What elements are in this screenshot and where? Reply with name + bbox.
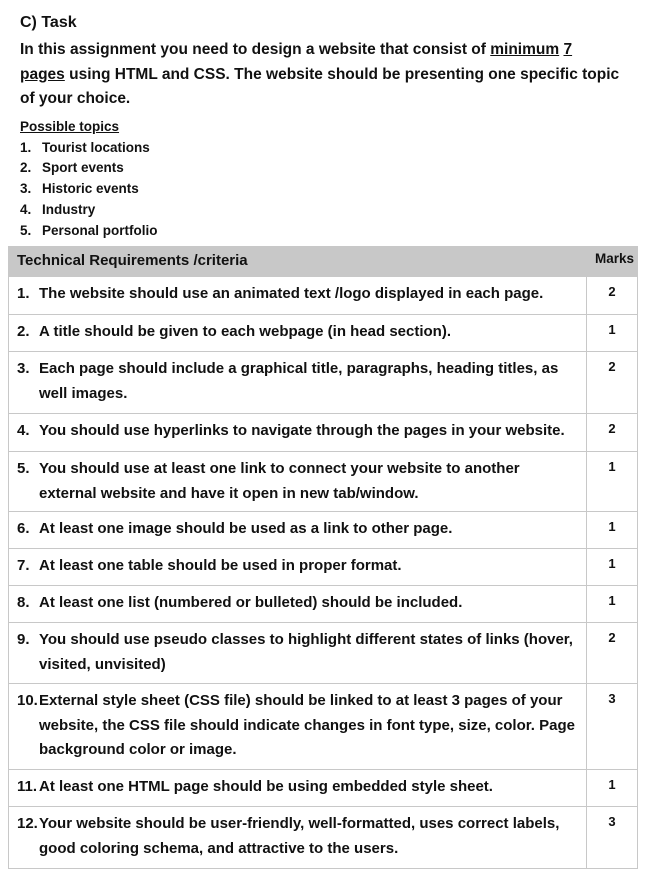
criterion-number: 1. <box>17 285 30 302</box>
criterion-marks: 1 <box>587 549 638 586</box>
intro-part2: using HTML and CSS. The website should be presenting one specific topic of your choice. <box>20 65 620 107</box>
criterion-text: Your website should be user-friendly, well-formatted, uses correct labels, good coloring schema, and attractive to the users. <box>39 815 560 857</box>
criterion-text: At least one list (numbered or bulleted) should be included. <box>39 594 463 611</box>
criterion-number: 5. <box>17 460 30 477</box>
criterion-text: At least one HTML page should be using embedded style sheet. <box>39 778 493 795</box>
criterion-text: The website should use an animated text /logo displayed in each page. <box>39 285 544 302</box>
task-intro <box>20 38 620 112</box>
intro-underline-minimum: minimum <box>490 41 560 58</box>
topic-number: 3. <box>20 181 32 197</box>
criterion-text: Each page should include a graphical title, paragraphs, heading titles, as well images. <box>39 360 559 402</box>
intro-part1: In this assignment you need to design a website that consist of <box>20 41 491 58</box>
criterion-number: 8. <box>17 594 30 611</box>
topic-label: Personal portfolio <box>42 222 158 238</box>
criterion-marks: 3 <box>587 807 638 869</box>
table-row <box>9 623 638 684</box>
criterion-marks: 2 <box>587 277 638 315</box>
criterion-number: 4. <box>17 422 30 439</box>
criterion-text: You should use pseudo classes to highlight different states of links (hover, visited, unvisited) <box>39 631 573 673</box>
task-heading: C) Task <box>20 14 77 31</box>
topic-label: Tourist locations <box>42 139 150 155</box>
intro-underline-pages: 7 pages <box>20 41 573 83</box>
criterion-marks: 1 <box>587 770 638 807</box>
criterion-marks: 1 <box>587 315 638 352</box>
table-row <box>9 512 638 549</box>
list-item <box>20 221 651 242</box>
criterion-text: A title should be given to each webpage (in head section). <box>39 323 452 340</box>
topic-label: Historic events <box>42 181 139 197</box>
criterion-text: You should use hyperlinks to navigate through the pages in your website. <box>39 422 565 439</box>
criterion-text: External style sheet (CSS file) should be linked to at least 3 pages of your website, the CSS file should indicate changes in font type, size, color. Page background color or image. <box>39 692 575 758</box>
criterion-text: You should use at least one link to connect your website to another external website and have it open in new tab/window. <box>39 460 520 502</box>
requirements-table <box>8 246 638 869</box>
table-row <box>9 452 638 512</box>
table-row <box>9 807 638 869</box>
criterion-marks: 1 <box>587 452 638 512</box>
topic-label: Sport events <box>42 160 124 176</box>
table-row <box>9 414 638 452</box>
criterion-number: 2. <box>17 323 30 340</box>
criterion-number: 12. <box>17 815 38 832</box>
criterion-marks: 1 <box>587 512 638 549</box>
criterion-number: 3. <box>17 360 30 377</box>
criterion-text: At least one image should be used as a link to other page. <box>39 520 453 537</box>
criterion-marks: 2 <box>587 623 638 684</box>
topic-number: 2. <box>20 160 32 176</box>
table-row <box>9 352 638 414</box>
table-header-row <box>9 247 638 277</box>
topics-list <box>20 138 651 242</box>
table-row <box>9 315 638 352</box>
marks-column-header: Marks <box>587 247 638 277</box>
table-row <box>9 770 638 807</box>
topic-number: 4. <box>20 201 32 217</box>
criterion-number: 11. <box>17 778 38 795</box>
criterion-marks: 1 <box>587 586 638 623</box>
table-row <box>9 277 638 315</box>
list-item <box>20 158 651 179</box>
criterion-number: 10. <box>17 692 38 709</box>
topics-title: Possible topics <box>20 118 120 134</box>
criterion-marks: 2 <box>587 352 638 414</box>
list-item <box>20 138 651 159</box>
topic-number: 1. <box>20 139 32 155</box>
table-row <box>9 684 638 770</box>
criterion-number: 7. <box>17 557 30 574</box>
criteria-column-header: Technical Requirements /criteria <box>9 247 587 277</box>
table-row <box>9 549 638 586</box>
table-row <box>9 586 638 623</box>
list-item <box>20 179 651 200</box>
criterion-number: 6. <box>17 520 30 537</box>
criterion-marks: 3 <box>587 684 638 770</box>
topic-number: 5. <box>20 222 32 238</box>
criterion-marks: 2 <box>587 414 638 452</box>
criterion-text: At least one table should be used in proper format. <box>39 557 402 574</box>
list-item <box>20 200 651 221</box>
topic-label: Industry <box>42 201 96 217</box>
criterion-number: 9. <box>17 631 30 648</box>
